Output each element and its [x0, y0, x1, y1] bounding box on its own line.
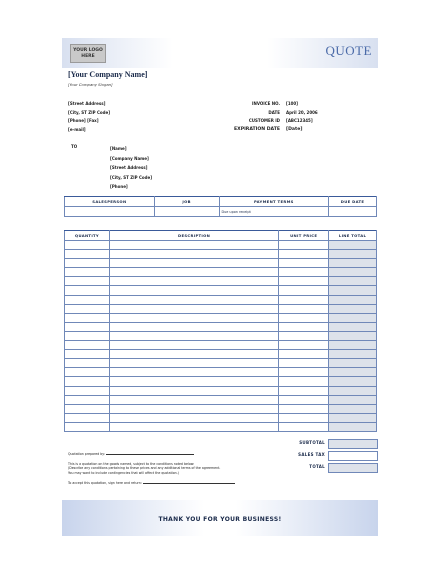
items-table [64, 230, 377, 432]
line-total-cell[interactable] [329, 413, 377, 422]
unit-price-cell[interactable] [279, 377, 329, 386]
quantity-cell[interactable] [65, 295, 110, 304]
company-name[interactable]: [Your Company Name] [68, 70, 148, 79]
notes-block [68, 452, 235, 486]
quantity-cell[interactable] [65, 322, 110, 331]
description-cell[interactable] [109, 422, 278, 431]
quantity-cell[interactable] [65, 259, 110, 268]
line-total-cell[interactable] [329, 313, 377, 322]
thank-you-message: THANK YOU FOR YOUR BUSINESS! [158, 516, 282, 523]
accept-label: To accept this quotation, sign here and return: [68, 481, 142, 485]
quantity-cell[interactable] [65, 341, 110, 350]
description-cell[interactable] [109, 277, 278, 286]
line-total-cell[interactable] [329, 368, 377, 377]
quantity-cell[interactable] [65, 350, 110, 359]
line-total-cell[interactable] [329, 341, 377, 350]
job-table-row [65, 207, 377, 217]
quote-page [62, 38, 378, 538]
sender-phone[interactable]: [Phone] [Fax] [68, 118, 99, 123]
description-cell[interactable] [109, 313, 278, 322]
sales-tax-row [277, 451, 377, 460]
description-cell[interactable] [109, 295, 278, 304]
job-table-header [65, 197, 377, 207]
unit-price-cell[interactable] [279, 250, 329, 259]
table-row [65, 395, 377, 404]
invoice-values [286, 100, 318, 134]
quantity-cell[interactable] [65, 241, 110, 250]
sender-street[interactable]: [Street Address] [68, 101, 106, 106]
header-band [62, 38, 378, 68]
table-row [65, 304, 377, 313]
description-cell[interactable] [109, 404, 278, 413]
due-date-cell[interactable] [329, 207, 377, 217]
unit-price-cell[interactable] [279, 313, 329, 322]
description-cell[interactable] [109, 413, 278, 422]
expiration-date-value[interactable]: [Date] [286, 126, 303, 132]
unit-price-cell[interactable] [279, 322, 329, 331]
description-cell[interactable] [109, 395, 278, 404]
quantity-header: QUANTITY [65, 231, 110, 241]
unit-price-cell[interactable] [279, 386, 329, 395]
line-total-cell[interactable] [329, 422, 377, 431]
unit-price-cell[interactable] [279, 277, 329, 286]
description-cell[interactable] [109, 341, 278, 350]
sales-tax-value[interactable] [328, 451, 378, 461]
sales-tax-label: SALES TAX [298, 452, 325, 457]
table-row [65, 341, 377, 350]
sender-email[interactable]: [e-mail] [68, 126, 86, 132]
unit-price-cell[interactable] [279, 304, 329, 313]
table-row [65, 322, 377, 331]
recipient-company[interactable]: [Company Name] [110, 155, 149, 161]
unit-price-cell[interactable] [279, 331, 329, 340]
table-row [65, 268, 377, 277]
date-label: DATE [268, 109, 280, 115]
table-row [65, 277, 377, 286]
table-row [65, 422, 377, 431]
line-total-cell[interactable] [329, 377, 377, 386]
to-label: TO [71, 144, 78, 149]
table-row [65, 295, 377, 304]
table-row [65, 313, 377, 322]
terms-line-1: This is a quotation on the goods named, subject to the conditions noted below: [68, 461, 195, 466]
table-row [65, 359, 377, 368]
quantity-cell[interactable] [65, 413, 110, 422]
job-cell[interactable] [154, 207, 219, 217]
expiration-date-label: EXPIRATION DATE [234, 126, 280, 132]
sender-city[interactable]: [City, ST ZIP Code] [68, 109, 111, 115]
table-row [65, 404, 377, 413]
unit-price-cell[interactable] [279, 413, 329, 422]
line-total-cell[interactable] [329, 404, 377, 413]
table-row [65, 250, 377, 259]
line-total-cell[interactable] [329, 295, 377, 304]
table-row [65, 377, 377, 386]
unit-price-cell[interactable] [279, 368, 329, 377]
line-total-cell[interactable] [329, 331, 377, 340]
quantity-cell[interactable] [65, 368, 110, 377]
line-total-cell[interactable] [329, 259, 377, 268]
description-cell[interactable] [109, 359, 278, 368]
company-slogan[interactable]: [Your Company Slogan] [68, 82, 113, 87]
table-row [65, 386, 377, 395]
total-value[interactable] [328, 463, 378, 473]
subtotal-label: SUBTOTAL [299, 440, 325, 445]
line-total-cell[interactable] [329, 250, 377, 259]
unit-price-cell[interactable] [279, 341, 329, 350]
description-cell[interactable] [109, 350, 278, 359]
description-cell[interactable] [109, 304, 278, 313]
description-cell[interactable] [109, 377, 278, 386]
recipient-name[interactable]: [Name] [110, 146, 127, 151]
table-row [65, 350, 377, 359]
invoice-no-label: INVOICE NO. [252, 101, 280, 106]
items-table-header [65, 231, 377, 241]
table-row [65, 286, 377, 295]
sender-address [68, 100, 110, 134]
line-total-cell[interactable] [329, 386, 377, 395]
line-total-cell[interactable] [329, 277, 377, 286]
table-row [65, 331, 377, 340]
prepared-by-signature-line[interactable] [106, 454, 194, 455]
table-row [65, 259, 377, 268]
unit-price-cell[interactable] [279, 286, 329, 295]
unit-price-cell[interactable] [279, 359, 329, 368]
quantity-cell[interactable] [65, 304, 110, 313]
line-total-header: LINE TOTAL [329, 231, 377, 241]
description-cell[interactable] [109, 250, 278, 259]
subtotal-row [277, 439, 377, 448]
unit-price-header: UNIT PRICE [279, 231, 329, 241]
recipient-city[interactable]: [City, ST ZIP Code] [110, 174, 153, 180]
description-cell[interactable] [109, 386, 278, 395]
description-cell[interactable] [109, 286, 278, 295]
description-cell[interactable] [109, 241, 278, 250]
line-total-cell[interactable] [329, 268, 377, 277]
table-row [65, 368, 377, 377]
logo-placeholder: YOUR LOGO HERE [70, 44, 106, 63]
subtotal-value[interactable] [328, 439, 378, 449]
unit-price-cell[interactable] [279, 422, 329, 431]
invoice-labels [234, 100, 280, 134]
customer-id-label: CUSTOMER ID [248, 118, 280, 123]
table-row [65, 413, 377, 422]
total-row [277, 463, 377, 472]
line-total-cell[interactable] [329, 286, 377, 295]
unit-price-cell[interactable] [279, 295, 329, 304]
quantity-cell[interactable] [65, 250, 110, 259]
job-table [64, 196, 377, 217]
line-total-cell[interactable] [329, 322, 377, 331]
table-row [65, 241, 377, 250]
recipient-street[interactable]: [Street Address] [110, 165, 148, 170]
quantity-cell[interactable] [65, 395, 110, 404]
description-cell[interactable] [109, 322, 278, 331]
invoice-no-value[interactable]: [100] [286, 101, 299, 106]
unit-price-cell[interactable] [279, 350, 329, 359]
line-total-cell[interactable] [329, 241, 377, 250]
quantity-cell[interactable] [65, 313, 110, 322]
quantity-cell[interactable] [65, 404, 110, 413]
terms-line-2: (Describe any conditions pertaining to these prices and any additional terms of the agreement. [68, 466, 221, 470]
document-title: QUOTE [325, 43, 372, 58]
accept-line [68, 481, 235, 486]
line-total-cell[interactable] [329, 304, 377, 313]
unit-price-cell[interactable] [279, 268, 329, 277]
unit-price-cell[interactable] [279, 241, 329, 250]
total-label: TOTAL [309, 464, 325, 469]
recipient-phone[interactable]: [Phone] [110, 184, 128, 189]
payment-terms-cell[interactable]: Due upon receipt [219, 207, 329, 217]
unit-price-cell[interactable] [279, 395, 329, 404]
recipient-address [110, 144, 152, 192]
quantity-cell[interactable] [65, 286, 110, 295]
description-cell[interactable] [109, 259, 278, 268]
line-total-cell[interactable] [329, 350, 377, 359]
line-total-cell[interactable] [329, 359, 377, 368]
items-table-body [65, 241, 377, 432]
payment-terms-header: PAYMENT TERMS [219, 197, 329, 207]
salesperson-header: SALESPERSON [65, 197, 155, 207]
prepared-by-label: Quotation prepared by: [68, 452, 105, 456]
description-cell[interactable] [109, 268, 278, 277]
description-cell[interactable] [109, 368, 278, 377]
quantity-cell[interactable] [65, 422, 110, 431]
quantity-cell[interactable] [65, 268, 110, 277]
quantity-cell[interactable] [65, 386, 110, 395]
quantity-cell[interactable] [65, 359, 110, 368]
line-total-cell[interactable] [329, 395, 377, 404]
unit-price-cell[interactable] [279, 259, 329, 268]
quantity-cell[interactable] [65, 331, 110, 340]
salesperson-cell[interactable] [65, 207, 155, 217]
customer-id-value[interactable]: [ABC12345] [286, 118, 313, 123]
due-date-header: DUE DATE [329, 197, 377, 207]
description-cell[interactable] [109, 331, 278, 340]
prepared-by-line [68, 452, 235, 457]
quantity-cell[interactable] [65, 277, 110, 286]
terms-line-3: You may want to include contingencies that will affect the quotation.) [68, 470, 179, 475]
job-header: JOB [154, 197, 219, 207]
accept-signature-line[interactable] [143, 483, 235, 484]
description-header: DESCRIPTION [109, 231, 278, 241]
date-value[interactable]: April 20, 2006 [286, 109, 318, 115]
unit-price-cell[interactable] [279, 404, 329, 413]
quantity-cell[interactable] [65, 377, 110, 386]
